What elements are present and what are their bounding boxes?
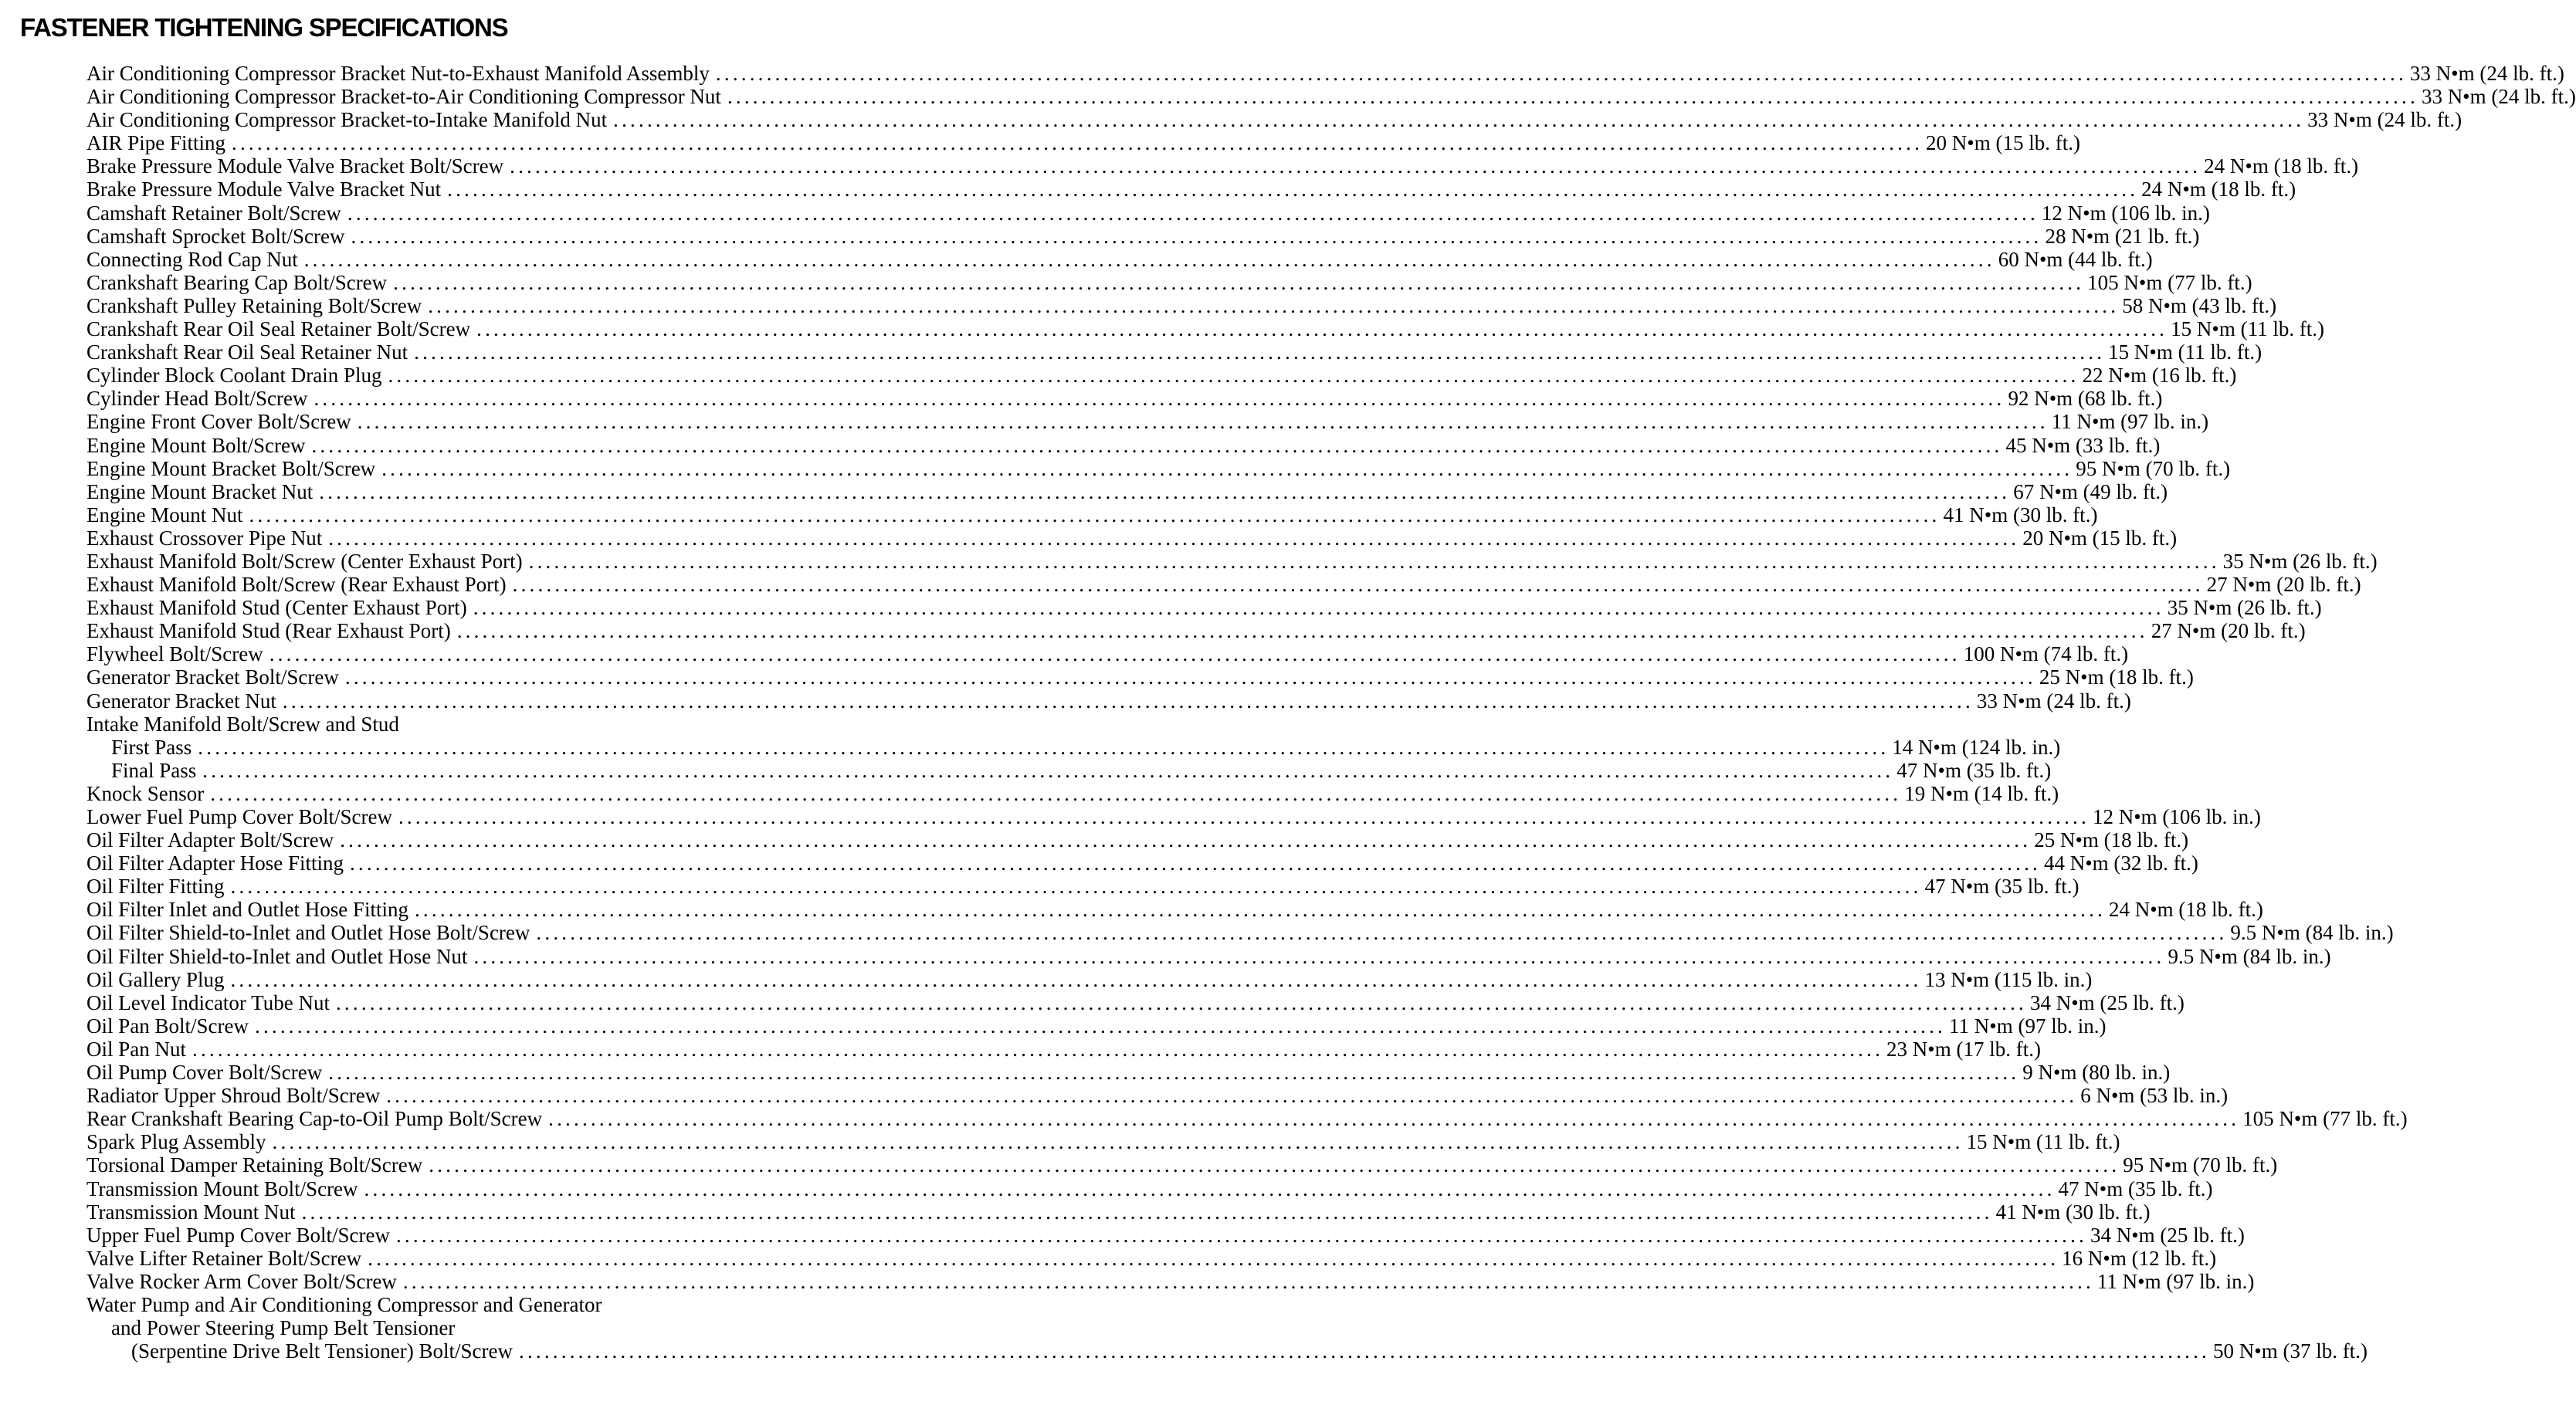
spec-value: 47 N•m (35 lb. ft.) bbox=[1896, 758, 2052, 782]
spec-label: Final Pass bbox=[111, 758, 197, 782]
spec-value: 13 N•m (115 lb. in.) bbox=[1924, 967, 2093, 991]
spec-row bbox=[86, 1339, 2368, 1363]
spec-label: Engine Mount Bracket Nut bbox=[86, 479, 314, 503]
spec-row bbox=[86, 1200, 2151, 1224]
spec-label: Oil Level Indicator Tube Nut bbox=[86, 990, 330, 1014]
dot-leader: ........................................................................................................................................................................................................ bbox=[230, 875, 1922, 899]
dot-leader: ........................................................................................................................................................................................................ bbox=[510, 154, 2201, 178]
spec-value: 47 N•m (35 lb. ft.) bbox=[2058, 1176, 2213, 1200]
spec-value: 105 N•m (77 lb. ft.) bbox=[2242, 1107, 2408, 1131]
spec-row bbox=[86, 317, 2325, 341]
spec-label: Transmission Mount Bolt/Screw bbox=[86, 1176, 358, 1200]
dot-leader: ........................................................................................................................................................................................................ bbox=[210, 781, 1902, 805]
dot-leader: ........................................................................................................................................................................................................ bbox=[727, 85, 2418, 109]
spec-label: Air Conditioning Compressor Bracket-to-Air Conditioning Compressor Nut bbox=[86, 85, 721, 109]
spec-value: 12 N•m (106 lb. in.) bbox=[2041, 201, 2210, 225]
dot-leader: ........................................................................................................................................................................................................ bbox=[429, 1153, 2120, 1177]
dot-leader: ........................................................................................................................................................................................................ bbox=[347, 201, 2039, 225]
spec-value: 15 N•m (11 lb. ft.) bbox=[2108, 340, 2262, 364]
dot-leader: ........................................................................................................................................................................................................ bbox=[613, 108, 2305, 132]
spec-label: Oil Pump Cover Bolt/Screw bbox=[86, 1061, 323, 1085]
spec-label: Exhaust Manifold Bolt/Screw (Center Exhaust Port) bbox=[86, 549, 523, 573]
dot-leader: ........................................................................................................................................................................................................ bbox=[528, 549, 2220, 573]
spec-value: 41 N•m (30 lb. ft.) bbox=[1995, 1200, 2151, 1224]
spec-row bbox=[86, 340, 2262, 364]
dot-leader: ........................................................................................................................................................................................................ bbox=[351, 224, 2042, 248]
spec-row bbox=[86, 1293, 1066, 1316]
spec-value: 16 N•m (12 lb. ft.) bbox=[2062, 1246, 2217, 1270]
spec-label: Spark Plug Assembly bbox=[86, 1130, 266, 1154]
spec-label: Oil Pan Nut bbox=[86, 1037, 187, 1061]
spec-row bbox=[86, 549, 2378, 573]
spec-label: Exhaust Manifold Stud (Center Exhaust Port) bbox=[86, 596, 467, 620]
spec-value: 6 N•m (53 lb. in.) bbox=[2080, 1084, 2229, 1108]
spec-value: 27 N•m (20 lb. ft.) bbox=[2151, 619, 2306, 643]
spec-row bbox=[86, 1014, 2107, 1038]
spec-value: 11 N•m (97 lb. in.) bbox=[2096, 1269, 2255, 1293]
spec-value: 50 N•m (37 lb. ft.) bbox=[2213, 1339, 2368, 1363]
spec-label: Transmission Mount Nut bbox=[86, 1200, 296, 1224]
spec-value: 20 N•m (15 lb. ft.) bbox=[2022, 526, 2178, 550]
dot-leader: ........................................................................................................................................................................................................ bbox=[255, 1014, 1946, 1038]
spec-label: Engine Mount Nut bbox=[86, 503, 243, 526]
spec-row bbox=[86, 1084, 2229, 1108]
dot-leader: ........................................................................................................................................................................................................ bbox=[328, 1061, 2020, 1085]
spec-label: Generator Bracket Nut bbox=[86, 689, 276, 713]
spec-value: 33 N•m (24 lb. ft.) bbox=[1976, 689, 2131, 713]
spec-value: 11 N•m (97 lb. in.) bbox=[2051, 410, 2209, 434]
spec-value: 34 N•m (25 lb. ft.) bbox=[2029, 990, 2185, 1014]
dot-leader: ........................................................................................................................................................................................................ bbox=[476, 317, 2168, 341]
dot-leader: ........................................................................................................................................................................................................ bbox=[548, 1107, 2240, 1131]
spec-label: Camshaft Sprocket Bolt/Screw bbox=[86, 224, 345, 248]
spec-label: Oil Filter Shield-to-Inlet and Outlet Hose Nut bbox=[86, 944, 468, 968]
spec-label: Exhaust Crossover Pipe Nut bbox=[86, 526, 323, 550]
spec-value: 100 N•m (74 lb. ft.) bbox=[1963, 642, 2129, 666]
spec-value: 15 N•m (11 lb. ft.) bbox=[1966, 1130, 2120, 1154]
dot-leader: ........................................................................................................................................................................................................ bbox=[314, 387, 2005, 411]
spec-value: 27 N•m (20 lb. ft.) bbox=[2206, 573, 2361, 597]
spec-label: Lower Fuel Pump Cover Bolt/Screw bbox=[86, 805, 392, 828]
spec-row bbox=[86, 781, 2059, 805]
spec-label: Radiator Upper Shroud Bolt/Screw bbox=[86, 1084, 381, 1108]
spec-value: 14 N•m (124 lb. in.) bbox=[1892, 735, 2061, 759]
spec-row bbox=[86, 828, 2189, 852]
dot-leader: ........................................................................................................................................................................................................ bbox=[519, 1339, 2210, 1363]
spec-value: 24 N•m (18 lb. ft.) bbox=[2108, 898, 2263, 922]
spec-label: First Pass bbox=[111, 735, 192, 759]
spec-label: Crankshaft Rear Oil Seal Retainer Nut bbox=[86, 340, 408, 364]
spec-value: 25 N•m (18 lb. ft.) bbox=[2039, 665, 2194, 689]
dot-leader: ........................................................................................................................................................................................................ bbox=[272, 1130, 1964, 1154]
spec-row bbox=[86, 1223, 2245, 1247]
spec-row bbox=[86, 921, 2394, 945]
spec-row bbox=[86, 293, 2277, 317]
dot-leader: ........................................................................................................................................................................................................ bbox=[282, 689, 1974, 713]
spec-label: Oil Filter Adapter Hose Fitting bbox=[86, 851, 344, 875]
spec-value: 34 N•m (25 lb. ft.) bbox=[2090, 1223, 2245, 1247]
spec-row bbox=[86, 433, 2161, 457]
spec-label: Flywheel Bolt/Screw bbox=[86, 642, 263, 666]
spec-row bbox=[86, 154, 2359, 178]
spec-row bbox=[86, 967, 2093, 991]
dot-leader: ........................................................................................................................................................................................................ bbox=[715, 62, 2407, 85]
spec-value: 9.5 N•m (84 lb. in.) bbox=[2230, 921, 2394, 945]
spec-row bbox=[86, 619, 2306, 643]
spec-row bbox=[86, 1176, 2213, 1200]
spec-row bbox=[86, 410, 2209, 434]
spec-label: Oil Pan Bolt/Screw bbox=[86, 1014, 249, 1038]
spec-label: Cylinder Block Coolant Drain Plug bbox=[86, 364, 382, 388]
spec-label: Upper Fuel Pump Cover Bolt/Screw bbox=[86, 1223, 390, 1247]
spec-value: 35 N•m (26 lb. ft.) bbox=[2222, 549, 2378, 573]
spec-label: Oil Gallery Plug bbox=[86, 967, 225, 991]
spec-row bbox=[86, 387, 2163, 411]
dot-leader: ........................................................................................................................................................................................................ bbox=[230, 967, 1922, 991]
spec-label: Oil Filter Inlet and Outlet Hose Fitting bbox=[86, 898, 408, 922]
spec-label: Exhaust Manifold Stud (Rear Exhaust Port) bbox=[86, 619, 451, 643]
spec-value: 20 N•m (15 lb. ft.) bbox=[1926, 131, 2080, 155]
spec-row bbox=[86, 224, 2200, 248]
spec-row bbox=[86, 62, 2564, 85]
spec-label: AIR Pipe Fitting bbox=[86, 131, 226, 155]
spec-value: 95 N•m (70 lb. ft.) bbox=[2076, 456, 2231, 480]
spec-label: Brake Pressure Module Valve Bracket Nut bbox=[86, 178, 442, 201]
dot-leader: ........................................................................................................................................................................................................ bbox=[344, 665, 2036, 689]
spec-label: Knock Sensor bbox=[86, 781, 205, 805]
spec-value: 24 N•m (18 lb. ft.) bbox=[2204, 154, 2359, 178]
dot-leader: ........................................................................................................................................................................................................ bbox=[393, 270, 2085, 294]
spec-value: 45 N•m (33 lb. ft.) bbox=[2005, 433, 2161, 457]
page-title: FASTENER TIGHTENING SPECIFICATIONS bbox=[20, 13, 508, 42]
spec-row bbox=[86, 456, 2231, 480]
spec-label: Torsional Damper Retaining Bolt/Screw bbox=[86, 1153, 423, 1177]
spec-row bbox=[86, 851, 2198, 875]
dot-leader: ........................................................................................................................................................................................................ bbox=[303, 247, 1995, 271]
dot-leader: ........................................................................................................................................................................................................ bbox=[414, 898, 2106, 922]
spec-label: Air Conditioning Compressor Bracket-to-Intake Manifold Nut bbox=[86, 108, 608, 132]
spec-row bbox=[86, 526, 2178, 550]
spec-value: 35 N•m (26 lb. ft.) bbox=[2167, 596, 2322, 620]
spec-label: Oil Filter Fitting bbox=[86, 875, 225, 899]
spec-row bbox=[86, 990, 2185, 1014]
spec-label: Crankshaft Rear Oil Seal Retainer Bolt/Screw bbox=[86, 317, 471, 341]
spec-row bbox=[86, 201, 2210, 225]
spec-label: Engine Mount Bolt/Screw bbox=[86, 433, 306, 457]
spec-value: 33 N•m (24 lb. ft.) bbox=[2421, 85, 2576, 109]
spec-label: Water Pump and Air Conditioning Compressor and Generator bbox=[86, 1292, 602, 1316]
spec-row bbox=[86, 875, 2079, 899]
spec-row bbox=[86, 1037, 2041, 1061]
dot-leader: ........................................................................................................................................................................................................ bbox=[349, 851, 2041, 875]
spec-value: 60 N•m (44 lb. ft.) bbox=[1998, 247, 2153, 271]
dot-leader: ........................................................................................................................................................................................................ bbox=[192, 1037, 1884, 1061]
spec-value: 22 N•m (16 lb. ft.) bbox=[2082, 364, 2237, 388]
dot-leader: ........................................................................................................................................................................................................ bbox=[269, 642, 1961, 666]
spec-value: 41 N•m (30 lb. ft.) bbox=[1943, 503, 2098, 526]
spec-value: 44 N•m (32 lb. ft.) bbox=[2043, 851, 2198, 875]
spec-label: Generator Bracket Bolt/Screw bbox=[86, 665, 339, 689]
spec-row bbox=[86, 1107, 2408, 1131]
spec-row bbox=[86, 178, 2296, 201]
dot-leader: ........................................................................................................................................................................................................ bbox=[301, 1200, 1993, 1224]
dot-leader: ........................................................................................................................................................................................................ bbox=[340, 828, 2032, 852]
dot-leader: ........................................................................................................................................................................................................ bbox=[232, 131, 1924, 155]
spec-label: Valve Rocker Arm Cover Bolt/Screw bbox=[86, 1269, 397, 1293]
dot-leader: ........................................................................................................................................................................................................ bbox=[357, 410, 2049, 434]
spec-value: 9 N•m (80 lb. in.) bbox=[2022, 1061, 2171, 1085]
spec-label: Oil Filter Shield-to-Inlet and Outlet Hose Bolt/Screw bbox=[86, 921, 530, 945]
spec-value: 19 N•m (14 lb. ft.) bbox=[1904, 781, 2059, 805]
spec-value: 58 N•m (43 lb. ft.) bbox=[2122, 293, 2277, 317]
spec-row bbox=[86, 735, 2061, 759]
dot-leader: ........................................................................................................................................................................................................ bbox=[456, 619, 2148, 643]
dot-leader: ........................................................................................................................................................................................................ bbox=[402, 1269, 2094, 1293]
dot-leader: ........................................................................................................................................................................................................ bbox=[386, 1084, 2078, 1108]
spec-row bbox=[86, 270, 2252, 294]
spec-value: 28 N•m (21 lb. ft.) bbox=[2045, 224, 2200, 248]
spec-row bbox=[86, 1316, 1066, 1339]
spec-label: Crankshaft Bearing Cap Bolt/Screw bbox=[86, 270, 388, 294]
dot-leader: ........................................................................................................................................................................................................ bbox=[328, 526, 2020, 550]
dot-leader: ........................................................................................................................................................................................................ bbox=[364, 1176, 2056, 1200]
dot-leader: ........................................................................................................................................................................................................ bbox=[512, 573, 2204, 597]
dot-leader: ........................................................................................................................................................................................................ bbox=[381, 456, 2073, 480]
dot-leader: ........................................................................................................................................................................................................ bbox=[335, 990, 2027, 1014]
spec-row bbox=[86, 479, 2168, 503]
spec-label: and Power Steering Pump Belt Tensioner bbox=[111, 1316, 456, 1340]
spec-row bbox=[86, 1153, 2278, 1177]
spec-value: 25 N•m (18 lb. ft.) bbox=[2034, 828, 2189, 852]
spec-label: Air Conditioning Compressor Bracket Nut-to-Exhaust Manifold Assembly bbox=[86, 62, 710, 85]
dot-leader: ........................................................................................................................................................................................................ bbox=[202, 758, 1894, 782]
spec-value: 33 N•m (24 lb. ft.) bbox=[2409, 62, 2564, 85]
spec-row bbox=[86, 247, 2153, 271]
spec-row bbox=[86, 642, 2129, 666]
spec-row bbox=[86, 85, 2576, 109]
spec-value: 92 N•m (68 lb. ft.) bbox=[2008, 387, 2163, 411]
spec-value: 11 N•m (97 lb. in.) bbox=[1949, 1014, 2107, 1038]
dot-leader: ........................................................................................................................................................................................................ bbox=[249, 503, 1940, 526]
spec-row bbox=[86, 596, 2322, 620]
spec-label: Engine Mount Bracket Bolt/Screw bbox=[86, 456, 376, 480]
spec-row bbox=[86, 573, 2361, 597]
spec-label: Cylinder Head Bolt/Screw bbox=[86, 387, 308, 411]
spec-row bbox=[86, 713, 1066, 736]
dot-leader: ........................................................................................................................................................................................................ bbox=[368, 1246, 2059, 1270]
spec-label: Engine Front Cover Bolt/Screw bbox=[86, 410, 351, 434]
spec-row bbox=[86, 805, 2261, 828]
spec-row bbox=[86, 758, 2052, 782]
dot-leader: ........................................................................................................................................................................................................ bbox=[395, 1223, 2087, 1247]
spec-value: 67 N•m (49 lb. ft.) bbox=[2013, 479, 2168, 503]
spec-row bbox=[86, 1269, 2255, 1293]
dot-leader: ........................................................................................................................................................................................................ bbox=[388, 364, 2079, 388]
dot-leader: ........................................................................................................................................................................................................ bbox=[536, 921, 2228, 945]
spec-value: 33 N•m (24 lb. ft.) bbox=[2307, 108, 2462, 132]
spec-value: 95 N•m (70 lb. ft.) bbox=[2123, 1153, 2278, 1177]
spec-label: Crankshaft Pulley Retaining Bolt/Screw bbox=[86, 293, 422, 317]
spec-label: (Serpentine Drive Belt Tensioner) Bolt/Screw bbox=[131, 1339, 513, 1363]
spec-row bbox=[86, 1130, 2120, 1154]
dot-leader: ........................................................................................................................................................................................................ bbox=[428, 293, 2120, 317]
spec-value: 12 N•m (106 lb. in.) bbox=[2092, 805, 2261, 828]
dot-leader: ........................................................................................................................................................................................................ bbox=[319, 479, 2011, 503]
dot-leader: ........................................................................................................................................................................................................ bbox=[414, 340, 2106, 364]
spec-row bbox=[86, 131, 2080, 155]
dot-leader: ........................................................................................................................................................................................................ bbox=[447, 178, 2139, 201]
spec-value: 47 N•m (35 lb. ft.) bbox=[1924, 875, 2079, 899]
spec-label: Brake Pressure Module Valve Bracket Bolt/Screw bbox=[86, 154, 504, 178]
dot-leader: ........................................................................................................................................................................................................ bbox=[398, 805, 2090, 828]
spec-row bbox=[86, 898, 2263, 922]
spec-row bbox=[86, 503, 2098, 526]
spec-label: Exhaust Manifold Bolt/Screw (Rear Exhaust Port) bbox=[86, 573, 507, 597]
spec-label: Intake Manifold Bolt/Screw and Stud bbox=[86, 712, 399, 736]
spec-value: 24 N•m (18 lb. ft.) bbox=[2141, 178, 2296, 201]
spec-row bbox=[86, 944, 2331, 968]
spec-value: 105 N•m (77 lb. ft.) bbox=[2087, 270, 2252, 294]
spec-row bbox=[86, 689, 2131, 713]
spec-value: 9.5 N•m (84 lb. in.) bbox=[2168, 944, 2331, 968]
spec-row bbox=[86, 1246, 2217, 1270]
spec-value: 23 N•m (17 lb. ft.) bbox=[1886, 1037, 2041, 1061]
dot-leader: ........................................................................................................................................................................................................ bbox=[311, 433, 2003, 457]
spec-row bbox=[86, 665, 2194, 689]
spec-label: Rear Crankshaft Bearing Cap-to-Oil Pump Bolt/Screw bbox=[86, 1107, 543, 1131]
spec-label: Camshaft Retainer Bolt/Screw bbox=[86, 201, 341, 225]
dot-leader: ........................................................................................................................................................................................................ bbox=[473, 596, 2164, 620]
spec-value: 15 N•m (11 lb. ft.) bbox=[2171, 317, 2325, 341]
dot-leader: ........................................................................................................................................................................................................ bbox=[473, 944, 2165, 968]
spec-list bbox=[86, 62, 2576, 1363]
spec-label: Valve Lifter Retainer Bolt/Screw bbox=[86, 1246, 362, 1270]
dot-leader: ........................................................................................................................................................................................................ bbox=[198, 735, 1890, 759]
spec-label: Connecting Rod Cap Nut bbox=[86, 247, 298, 271]
spec-row bbox=[86, 108, 2462, 132]
spec-label: Oil Filter Adapter Bolt/Screw bbox=[86, 828, 334, 852]
spec-row bbox=[86, 1061, 2171, 1085]
spec-row bbox=[86, 364, 2237, 388]
